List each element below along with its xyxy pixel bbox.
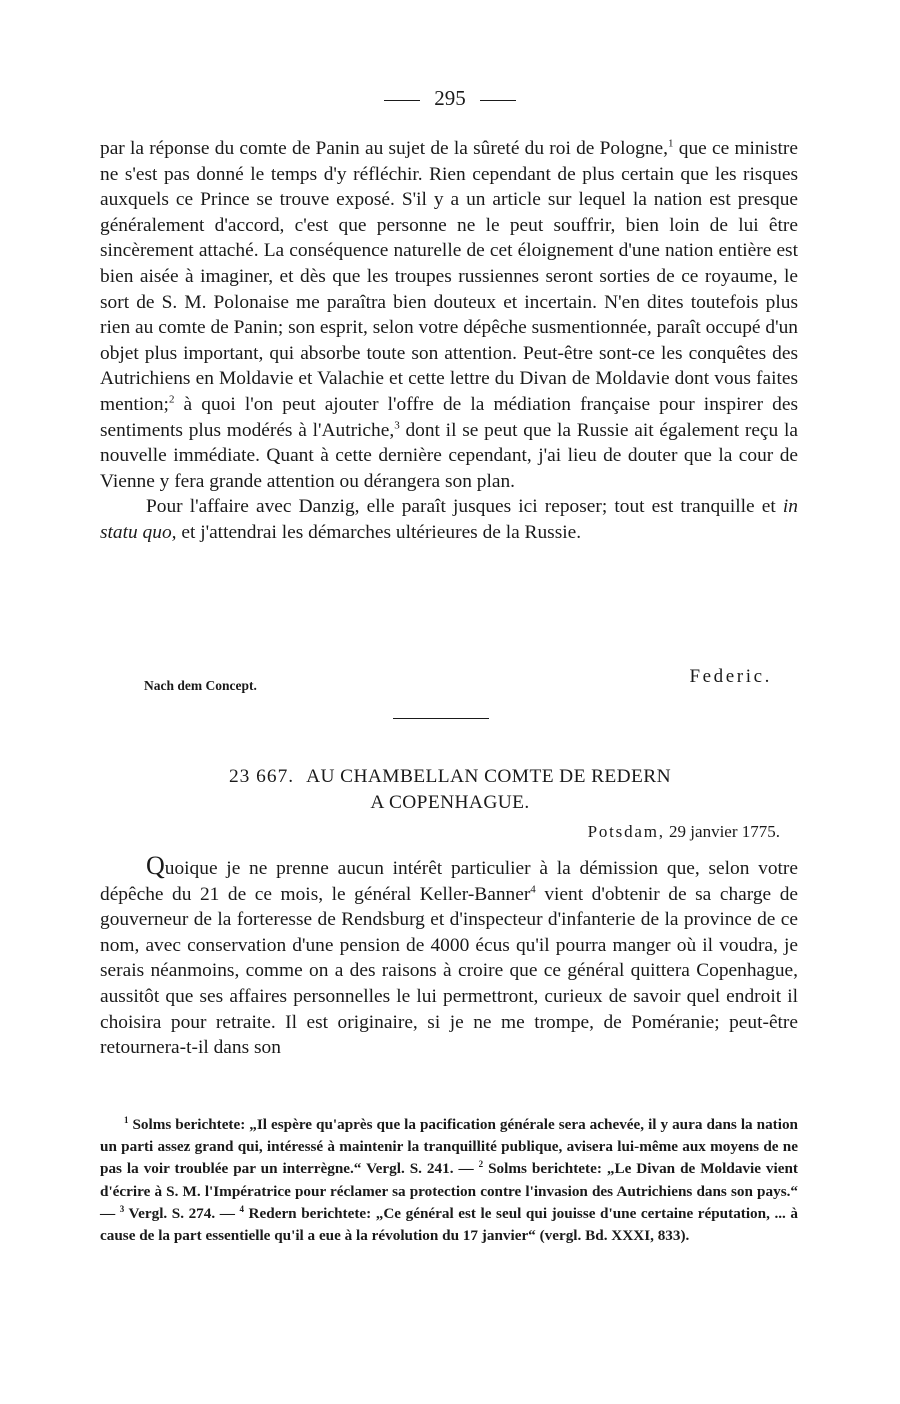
paragraph	[100, 494, 798, 545]
text-run: vient d'obtenir de sa charge de gouverneur de la forteresse de Rendsburg et d'inspecteur d'infanterie de la province de ce nom, avec conservation d'une pension de 4000 écus qu'il pourra manger où il voudra, je serais néanmoins, comme on a des raisons à croire que ce général quittera Copenhague, aussitôt que ses affaires personnelles le lui permettront, curieux de savoir quel endroit il choisira pour retraite. Il est originaire, si je ne me trompe, de Poméranie; peut-être retournera-t-il dans son	[100, 883, 798, 1059]
text-run: que ce ministre ne s'est pas donné le temps d'y réfléchir. Rien cependant de plus certain que les risques auxquels ce Prince se trouve exposé. S'il y a un article sur lequel la nation est presque généralement d'accord, c'est que personne ne le peut souffrir, bien loin de lui être sincèrement attaché. La conséquence naturelle de cet éloignement d'une nation entière est bien aisée à imaginer, et dès que les troupes russiennes seront sorties de ce royaume, le sort de S. M. Polonaise me paraîtra bien douteux et incertain. N'en dites toutefois plus rien au comte de Panin; son esprit, selon votre dépêche susmentionnée, paraît occupé d'un objet plus important, qui absorbe toute son attention. Peut-être sont-ce les conquêtes des Autrichiens en Moldavie et Valachie et cette lettre du Divan de Moldavie dont vous faites mention;	[100, 138, 798, 415]
source-note: Nach dem Concept.	[144, 678, 257, 693]
text-run: Pour l'affaire avec Danzig, elle paraît jusques ici reposer; tout est tranquille et	[146, 496, 783, 518]
letter-number: 23 667.	[228, 766, 295, 787]
page-header	[0, 86, 900, 111]
footnote-ref: 2	[168, 393, 175, 406]
footnote-marker: 1	[124, 1114, 129, 1125]
section-divider	[393, 718, 489, 719]
footnote-marker: 4	[239, 1203, 244, 1214]
footnote-text: Vergl. S. 274. —	[124, 1204, 240, 1222]
letter-date: 29 janvier 1775.	[669, 822, 780, 841]
text-run: et j'attendrai les démarches ultérieures de la Russie.	[176, 521, 582, 543]
page-number: 295	[434, 86, 466, 110]
text-run: uoique je ne prenne aucun intérêt particulier à la démission que, selon votre dépêche du 21 de ce mois, le général Keller-Banner	[100, 858, 798, 905]
paragraph	[100, 851, 798, 1061]
italic-phrase: in statu quo,	[100, 496, 798, 543]
footnote-ref: 4	[530, 883, 536, 896]
letter-place: Potsdam,	[587, 822, 665, 841]
initial-letter: Q	[146, 851, 165, 880]
letter-heading	[150, 764, 750, 816]
footnote-ref: 3	[394, 419, 400, 432]
footnote-marker: 2	[478, 1159, 484, 1170]
text-run: à quoi l'on peut ajouter l'offre de la médiation française pour inspirer des sentiments plus modérés à l'Autriche,	[100, 393, 798, 441]
footnote-text: Redern berichtete: „Ce général est le seul qui jouisse d'une certaine réputation, ... à cause de la part essentielle qu'il a eue à la révolution du 17 janvier“ (vergl. Bd. XXXI, 833).	[100, 1204, 799, 1245]
header-rule-left	[384, 100, 420, 101]
footnote-marker: 3	[119, 1203, 125, 1214]
letter-heading-line-1	[150, 764, 750, 790]
letter-dateline	[588, 822, 780, 842]
text-run: par la réponse du comte de Panin au sujet de la sûreté du roi de Pologne,	[100, 138, 669, 159]
footnote-text: Solms berichtete: „Le Divan de Moldavie vient d'écrire à S. M. l'Impératrice pour réclamer sa protection contre l'invasion des Autrichiens dans son pays.“ —	[100, 1160, 798, 1222]
footnote-text: Solms berichtete: „Il espère qu'après que la pacification générale sera achevée, il y aura dans la nation un parti assez grand qui, intéressé à maintenir la tranquillité publique, avisera lui-même aux moyens de ne pas la voir troublée par un interrègne.“ Vergl. S. 241. —	[100, 1116, 798, 1178]
letter-heading-line-2: A COPENHAGUE.	[370, 792, 530, 813]
footnote-ref: 1	[668, 137, 674, 150]
upper-letter-body	[100, 136, 798, 546]
letter-body	[100, 851, 798, 1061]
footnotes	[100, 1114, 798, 1247]
paragraph	[100, 136, 798, 494]
signature: Federic.	[689, 666, 772, 687]
letter-title: AU CHAMBELLAN COMTE DE REDERN	[306, 766, 672, 787]
header-rule-right	[480, 100, 516, 101]
text-run: dont il se peut que la Russie ait également reçu la nouvelle immédiate. Quant à cette dernière cependant, j'ai lieu de douter que la cour de Vienne y fera grande attention ou dérangera son plan.	[100, 419, 798, 492]
footnote-block	[100, 1114, 798, 1247]
